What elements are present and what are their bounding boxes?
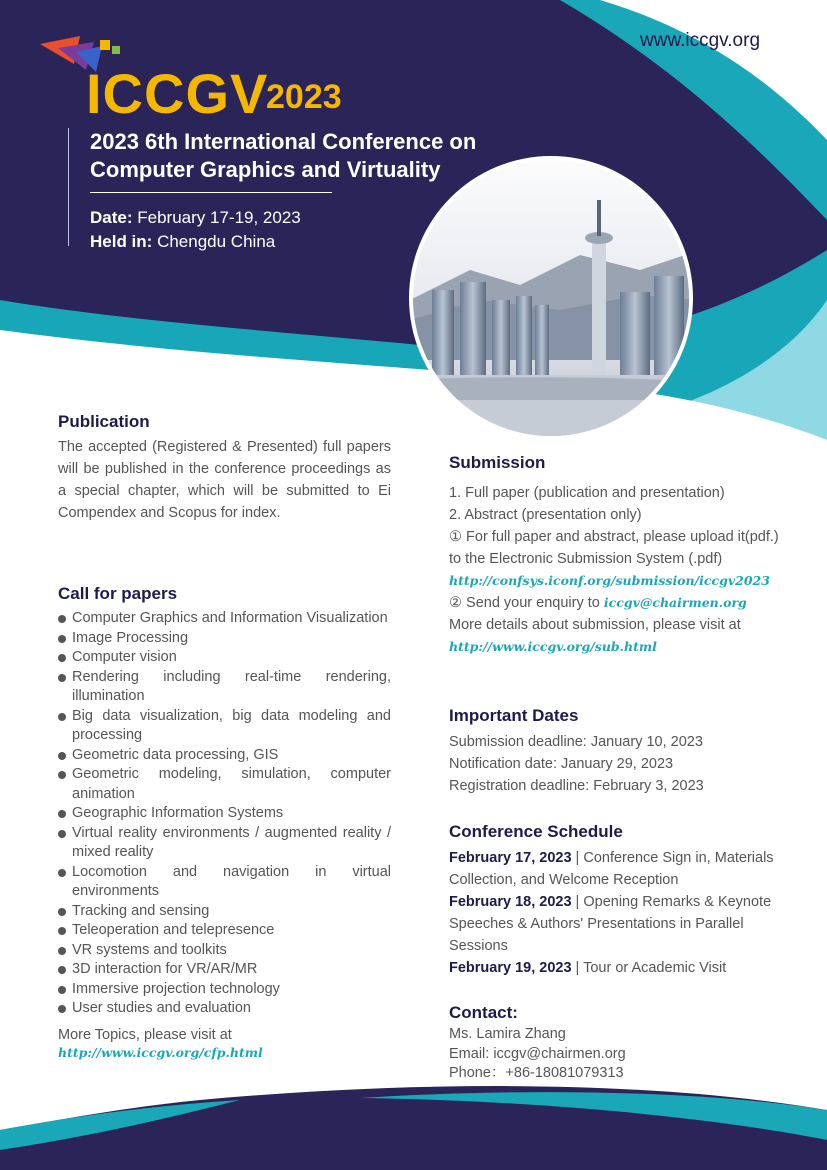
topic-item: Immersive projection technology [58, 980, 391, 1000]
topic-item: Computer Graphics and Information Visualization [58, 609, 391, 629]
more-topics-text: More Topics, please visit at [58, 1026, 232, 1043]
held-value: Chengdu China [157, 232, 276, 251]
date-item: Notification date: January 29, 2023 [449, 756, 674, 772]
date-item: Submission deadline: January 10, 2023 [449, 734, 703, 750]
schedule-item [449, 891, 789, 957]
topic-item: Tracking and sensing [58, 902, 391, 922]
submission-system-link[interactable]: http://confsys.iconf.org/submission/iccgv2023 [449, 573, 770, 588]
date-label: Date: [90, 208, 133, 227]
important-dates-section [449, 706, 789, 797]
topic-item: Image Processing [58, 629, 391, 649]
call-for-papers-section [58, 584, 391, 1060]
important-dates-heading: Important Dates [449, 706, 579, 725]
conference-title [90, 128, 530, 184]
topic-item: VR systems and toolkits [58, 941, 391, 961]
publication-section [58, 412, 391, 524]
date-value: February 17-19, 2023 [137, 208, 301, 227]
enquiry-line [449, 592, 789, 614]
schedule-heading: Conference Schedule [449, 822, 623, 841]
topics-list [58, 609, 391, 1019]
title-line-2: Computer Graphics and Virtuality [90, 157, 441, 182]
contact-email[interactable]: Email: iccgv@chairmen.org [449, 1045, 626, 1062]
held-label: Held in: [90, 232, 153, 251]
topic-item: Computer vision [58, 648, 391, 668]
submission-page-link[interactable]: http://www.iccgv.org/sub.html [449, 639, 657, 654]
schedule-date: February 18, 2023 [449, 894, 572, 910]
call-for-papers-heading: Call for papers [58, 584, 178, 603]
schedule-date: February 17, 2023 [449, 850, 572, 866]
schedule-item [449, 847, 789, 891]
submission-item-2: 2. Abstract (presentation only) [449, 507, 642, 523]
contact-details [449, 1025, 789, 1084]
schedule-list [449, 847, 789, 979]
schedule-section [449, 822, 789, 979]
logo-year: 2023 [266, 78, 342, 116]
publication-heading: Publication [58, 412, 150, 431]
contact-heading: Contact: [449, 1003, 518, 1022]
submission-section [449, 453, 789, 658]
important-dates-list [449, 731, 789, 797]
submission-note-1: ① For full paper and abstract, please upload it(pdf.) to the Electronic Submission System (.pdf) [449, 529, 779, 567]
contact-name: Ms. Lamira Zhang [449, 1026, 566, 1042]
topic-item: Teleoperation and telepresence [58, 921, 391, 941]
date-line [90, 208, 301, 228]
publication-text: The accepted (Registered & Presented) full papers will be published in the conference proceedings as a special chapter, which will be submitted to Ei Compendex and Scopus for index. [58, 439, 391, 521]
topic-item: Geometric modeling, simulation, computer animation [58, 765, 391, 804]
schedule-text: | Conference Sign in, Materials Collection, and Welcome Reception [449, 850, 774, 888]
topic-item: 3D interaction for VR/AR/MR [58, 960, 391, 980]
enquiry-text: ② Send your enquiry to [449, 595, 600, 611]
website-url[interactable]: www.iccgv.org [640, 30, 761, 51]
title-divider-vertical [68, 128, 69, 246]
topic-item: Rendering including real-time rendering, illumination [58, 668, 391, 707]
logo-text: ICCGV [86, 62, 269, 125]
topic-item: Big data visualization, big data modeling and processing [58, 707, 391, 746]
topic-item: User studies and evaluation [58, 999, 391, 1019]
submission-more-text: More details about submission, please visit at [449, 617, 741, 633]
schedule-item [449, 957, 789, 979]
schedule-text: | Tour or Academic Visit [571, 960, 727, 976]
date-item: Registration deadline: February 3, 2023 [449, 778, 704, 794]
topic-item: Geographic Information Systems [58, 804, 391, 824]
topic-item: Geometric data processing, GIS [58, 746, 391, 766]
cfp-link[interactable]: http://www.iccgv.org/cfp.html [58, 1044, 263, 1060]
contact-section [449, 1003, 789, 1084]
title-underline [90, 192, 332, 193]
submission-item-1: 1. Full paper (publication and presentation) [449, 485, 725, 501]
submission-heading: Submission [449, 453, 546, 472]
schedule-date: February 19, 2023 [449, 960, 572, 976]
enquiry-email-link[interactable]: iccgv@chairmen.org [603, 595, 747, 610]
submission-body [449, 482, 789, 658]
title-line-1: 2023 6th International Conference on [90, 129, 477, 154]
topic-item: Locomotion and navigation in virtual environments [58, 863, 391, 902]
schedule-text: | Opening Remarks & Keynote Speeches & Authors' Presentations in Parallel Sessions [449, 894, 772, 954]
location-line [90, 232, 275, 252]
contact-phone: Phone：+86-18081079313 [449, 1065, 624, 1081]
topic-item: Virtual reality environments / augmented reality / mixed reality [58, 824, 391, 863]
